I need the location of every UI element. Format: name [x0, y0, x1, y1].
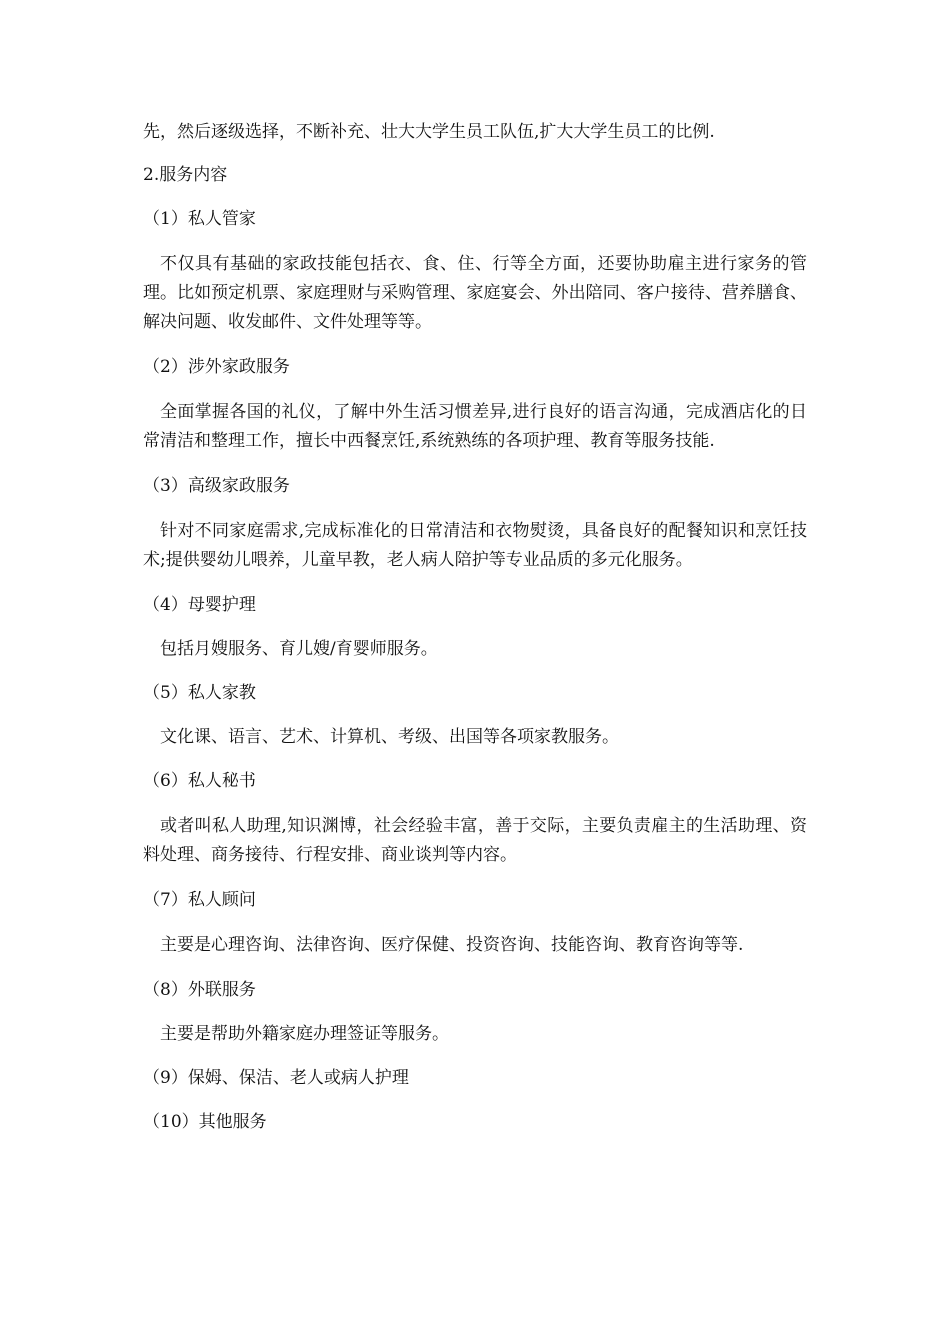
document-body	[143, 118, 807, 1137]
item-heading-5: （5）私人家教	[143, 683, 256, 703]
item-heading-4: （4）母婴护理	[143, 595, 256, 615]
item-heading-3: （3）高级家政服务	[143, 476, 290, 496]
item-body-5: 文化课、语言、艺术、计算机、考级、出国等各项家教服务。	[160, 727, 619, 747]
item-heading-1: （1）私人管家	[143, 209, 256, 229]
lead-line: 先，然后逐级选择，不断补充、壮大大学生员工队伍,扩大大学生员工的比例.	[143, 122, 715, 142]
item-heading-2: （2）涉外家政服务	[143, 357, 290, 377]
item-heading-6: （6）私人秘书	[143, 771, 256, 791]
item-body-6: 或者叫私人助理,知识渊博，社会经验丰富，善于交际，主要负责雇主的生活助理、资料处理、商务接待、行程安排、商业谈判等内容。	[143, 816, 807, 865]
item-heading-10: （10）其他服务	[143, 1112, 267, 1132]
item-body-3: 针对不同家庭需求,完成标准化的日常清洁和衣物熨烫，具备良好的配餐知识和烹饪技术;提供婴幼儿喂养，儿童早教，老人病人陪护等专业品质的多元化服务。	[143, 521, 807, 570]
section-title: 2.服务内容	[143, 165, 228, 185]
item-heading-7: （7）私人顾问	[143, 890, 256, 910]
item-body-8: 主要是帮助外籍家庭办理签证等服务。	[160, 1024, 449, 1044]
item-body-7: 主要是心理咨询、法律咨询、医疗保健、投资咨询、技能咨询、教育咨询等等.	[160, 935, 744, 955]
item-body-2: 全面掌握各国的礼仪，了解中外生活习惯差异,进行良好的语言沟通，完成酒店化的日常清洁和整理工作，擅长中西餐烹饪,系统熟练的各项护理、教育等服务技能.	[143, 402, 807, 451]
item-body-4: 包括月嫂服务、育儿嫂/育婴师服务。	[160, 639, 438, 659]
item-body-1: 不仅具有基础的家政技能包括衣、食、住、行等全方面，还要协助雇主进行家务的管理。比如预定机票、家庭理财与采购管理、家庭宴会、外出陪同、客户接待、营养膳食、解决问题、收发邮件、文件处理等等。	[143, 254, 807, 332]
item-heading-9: （9）保姆、保洁、老人或病人护理	[143, 1068, 409, 1088]
item-heading-8: （8）外联服务	[143, 980, 256, 1000]
